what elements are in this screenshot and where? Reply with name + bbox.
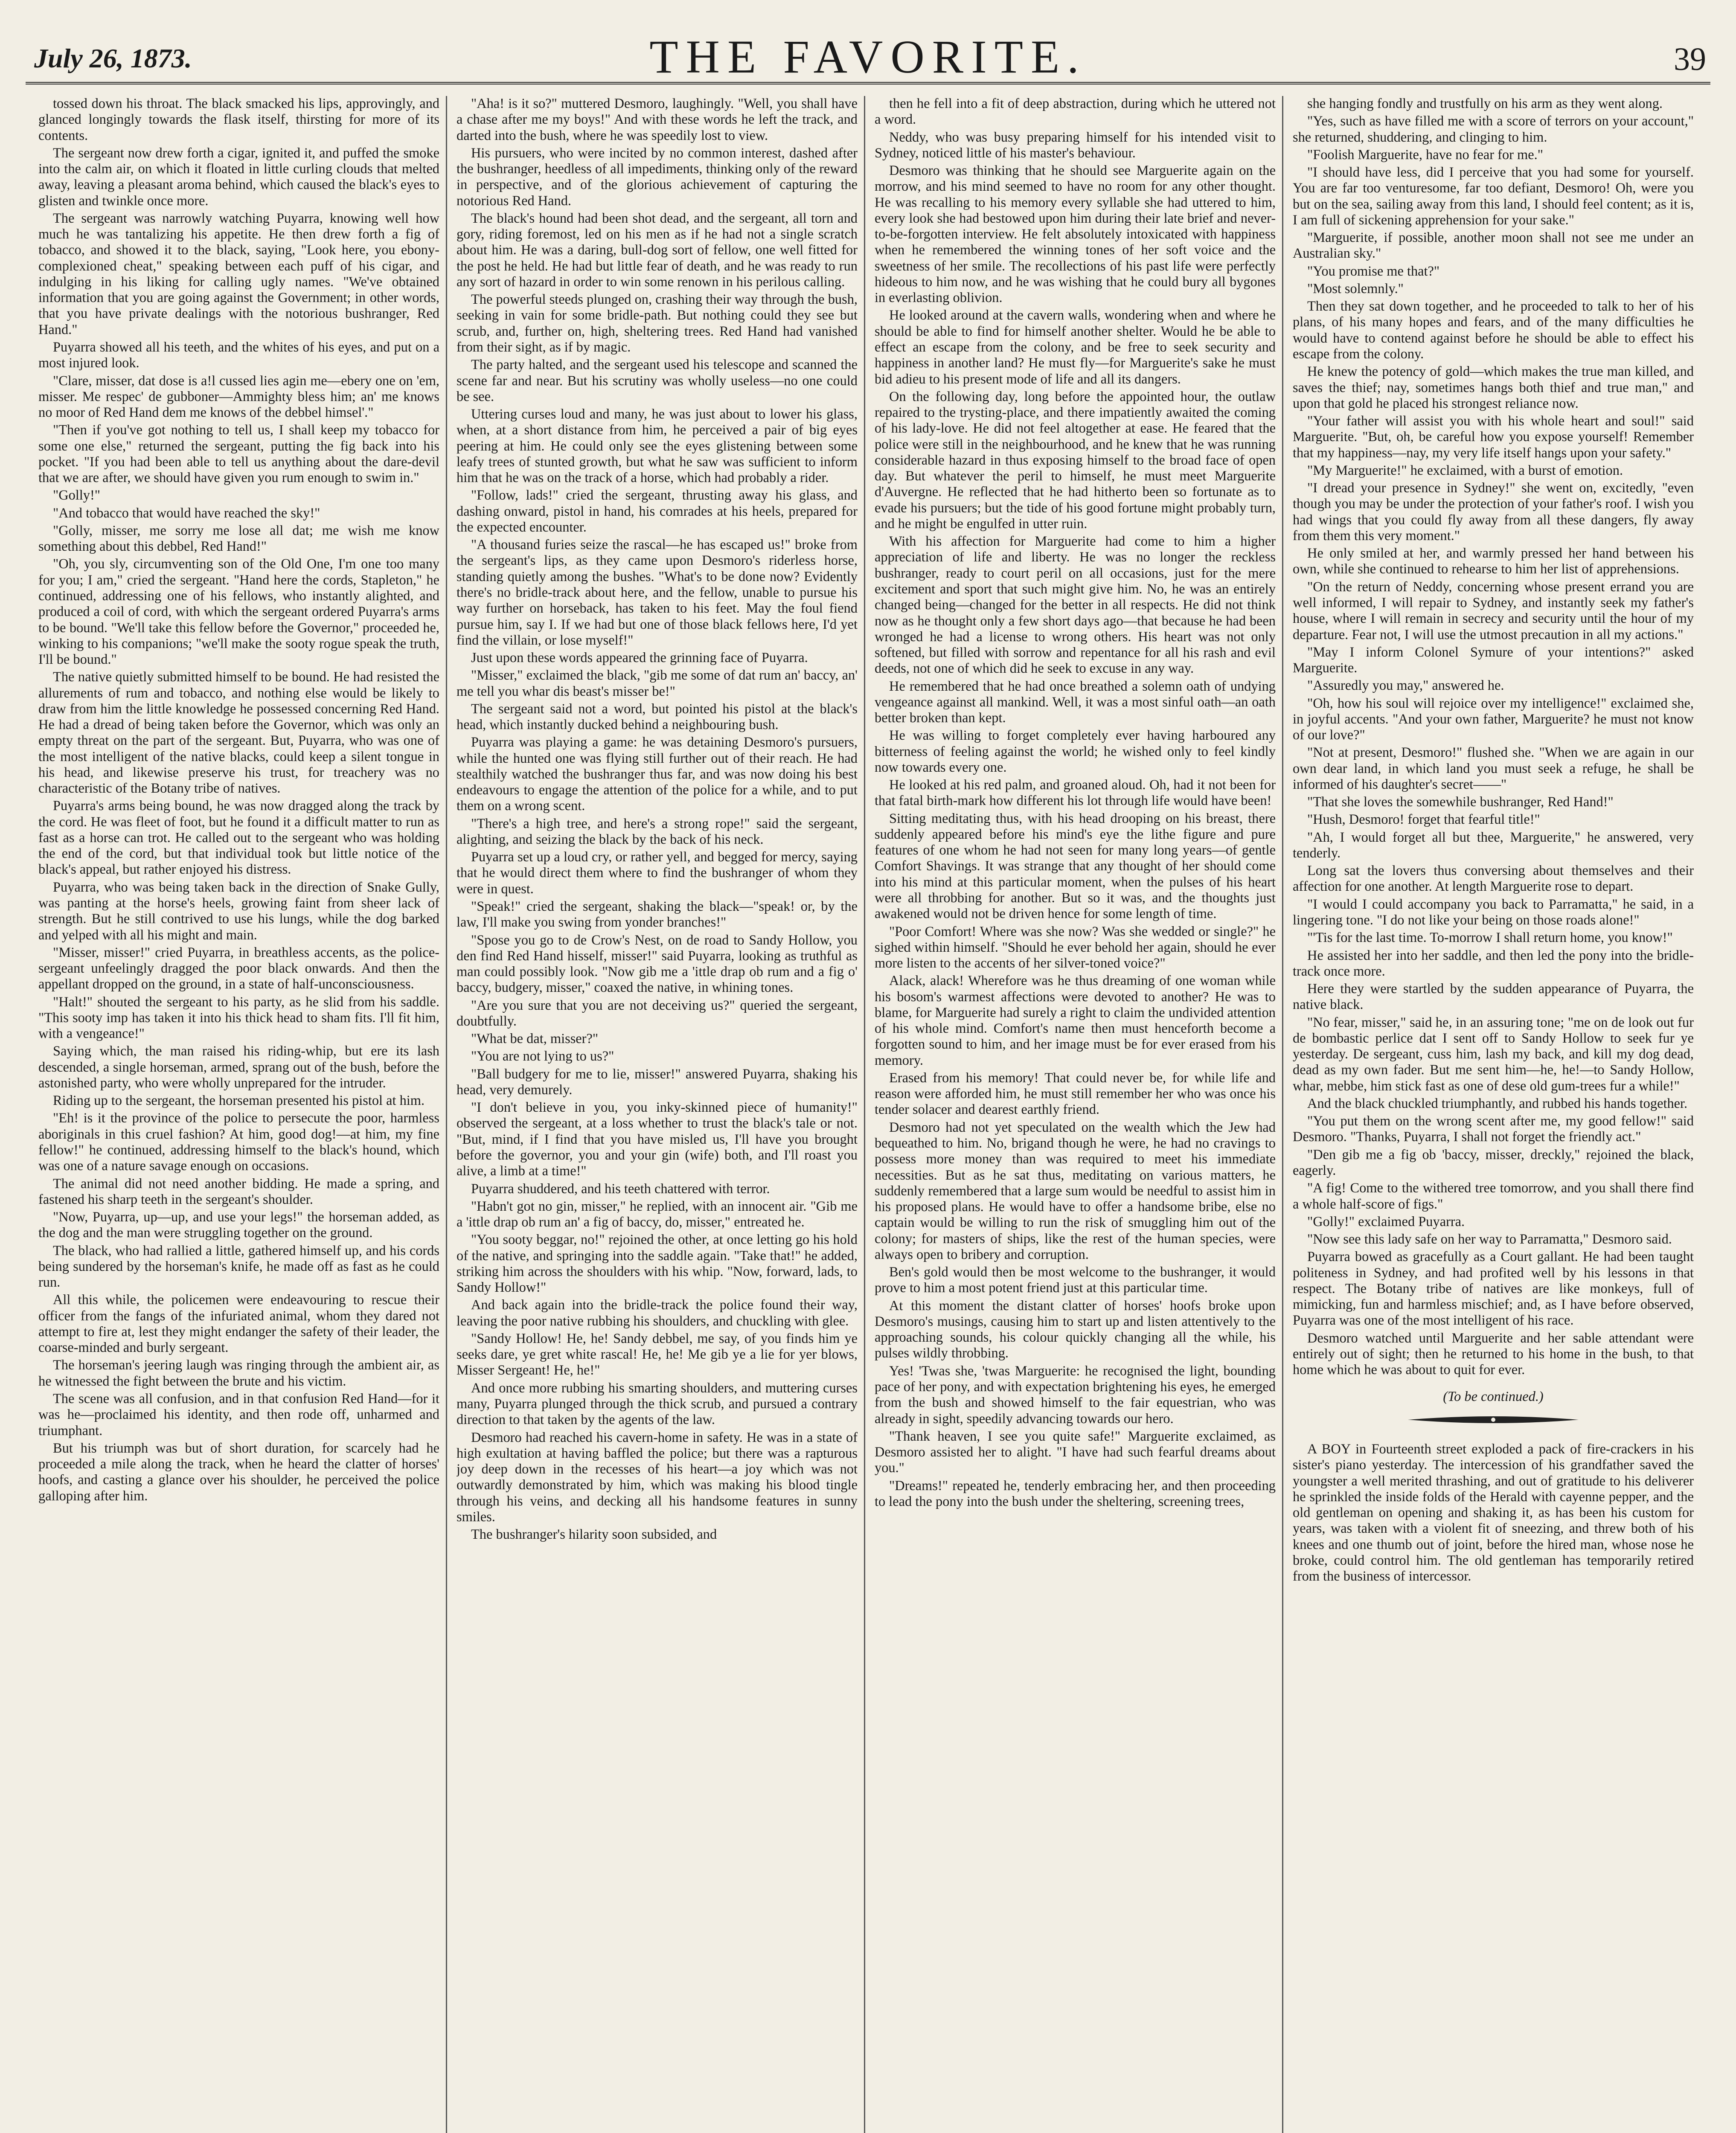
article-paragraph: then he fell into a fit of deep abstraction, during which he uttered not a word. <box>875 96 1276 128</box>
article-paragraph: The native quietly submitted himself to be bound. He had resisted the allurements of rum and tobacco, and nothing else would be likely to draw from him the little knowledge he possessed concerning Red Hand. He had a dread of being taken before the Governor, which was only an empty threat on the part of the sergeant. But, Puyarra, who was one of the most intelligent of the native blacks, could keep a silent tongue in his head, and likewise preserve his trust, for treachery was no characteristic of the Botany tribe of natives. <box>38 669 439 796</box>
article-paragraph: The sergeant now drew forth a cigar, ignited it, and puffed the smoke into the calm air, on which it floated in little curling clouds that melted away, leaving a pleasant aroma behind, which caused the black's eyes to glisten and twinkle once more. <box>38 145 439 209</box>
article-paragraph: "On the return of Neddy, concerning whose present errand you are well informed, I will repair to Sydney, and instantly seek my father's house, where I will remain in secrecy and security until the hour of my departure. Fear not, I will use the utmost precaution in all my actions." <box>1293 579 1694 642</box>
article-paragraph: Desmoro was thinking that he should see Marguerite again on the morrow, and his mind seemed to have no room for any other thought. He was recalling to his memory every syllable she had uttered to him, every look she had bestowed upon him during their late brief and never-to-be-forgotten interview. He felt absolutely intoxicated with happiness when he remembered the winning tones of her soft voice and the sweetness of her smile. The recollections of his past life were perfectly hideous to him now, and he was wishing that he could bury all bygones in everlasting oblivion. <box>875 163 1276 306</box>
article-paragraph: "Golly!" exclaimed Puyarra. <box>1307 1214 1465 1229</box>
article-paragraph: And once more rubbing his smarting shoulders, and muttering curses many, Puyarra plunged through the thick scrub, and pursued a contrary direction to that taken by the agents of the law. <box>457 1380 858 1428</box>
article-paragraph: "Eh! is it the province of the police to persecute the poor, harmless aboriginals in this cruel fashion? At him, good dog!—at him, my fine fellow!" he continued, addressing himself to the black's hound, which was one of a nature savage enough on occasions. <box>38 1110 439 1174</box>
article-paragraph: The scene was all confusion, and in that confusion Red Hand—for it was he—proclaimed his identity, and then rode off, unharmed and triumphant. <box>38 1391 439 1438</box>
article-paragraph: "Now, Puyarra, up—up, and use your legs!" the horseman added, as the dog and the man were struggling together on the ground. <box>38 1209 439 1241</box>
article-paragraph: Desmoro had reached his cavern-home in safety. He was in a state of high exultation at having baffled the police; but there was a rapturous joy deep down in the recesses of his heart—a joy which was not outwardly demonstrated by him, which was making his blood tingle through his veins, and decking all his handsome features in sunny smiles. <box>457 1430 858 1525</box>
article-paragraph: "I don't believe in you, you inky-skinned piece of humanity!" observed the sergeant, at a loss whether to trust the black's tale or not. "But, mind, if I find that you have misled us, I'll have you brought before the governor, you and your gin (wife) both, and I'll roast you alive, a limb at a time!" <box>457 1100 858 1179</box>
article-paragraph: Uttering curses loud and many, he was just about to lower his glass, when, at a short distance from him, he perceived a pair of big eyes peering at him. He could only see the eyes glistening between some leafy trees of stunted growth, but what he saw was sufficient to inform him that he was on the track of a horse, which had probably a rider. <box>457 407 858 486</box>
article-paragraph: Saying which, the man raised his riding-whip, but ere its lash descended, a single horseman, armed, sprang out of the bush, before the astonished party, who were wholly unprepared for the intruder. <box>38 1043 439 1091</box>
article-paragraph: Alack, alack! Wherefore was he thus dreaming of one woman while his bosom's warmest affections were devoted to another? He was to blame, for Marguerite had surely a right to claim the undivided attention of his whole mind. Comfort's name then must henceforth become a forgotten sound to him, and her image must be for ever erased from his memory. <box>875 973 1276 1068</box>
header-rule <box>26 82 1710 84</box>
article-paragraph: Ben's gold would then be most welcome to the bushranger, it would prove to him a most potent friend just at this particular time. <box>875 1264 1276 1296</box>
article-paragraph: tossed down his throat. The black smacked his lips, approvingly, and glanced longingly towards the flask itself, thirsting for more of its contents. <box>38 96 439 143</box>
article-paragraph: Puyarra's arms being bound, he was now dragged along the track by the cord. He was fleet of foot, but he found it a difficult matter to run as fast as a horse can trot. He called out to the sergeant who was holding the end of the cord, but that individual took but little notice of the black's appeal, but rather enjoyed his distress. <box>38 798 439 878</box>
newspaper-title: THE FAVORITE. <box>649 31 1087 83</box>
article-paragraph: "You sooty beggar, no!" rejoined the other, at once letting go his hold of the native, and springing into the saddle again. "Take that!" he added, striking him across the shoulders with his whip. "Now, forward, lads, to Sandy Hollow!" <box>457 1232 858 1296</box>
article-paragraph: With his affection for Marguerite had come to him a higher appreciation of life and liberty. He was no longer the reckless bushranger, ready to court peril on all occasions, just for the mere excitement and sport that such might give him. No, he was an entirely changed being—changed for the better in all respects. He did not think now as he thought only a few short days ago—that because he had been wronged he had a license to wrong others. His heart was not only softened, but filled with sorrow and repentance for all his rash and evil deeds, not one of which did he seek to excuse in any way. <box>875 534 1276 677</box>
article-paragraph: His pursuers, who were incited by no common interest, dashed after the bushranger, heedless of all impediments, thinking only of the reward in perspective, and of the glorious achievement of capturing the notorious Red Hand. <box>457 145 858 209</box>
article-paragraph: The animal did not need another bidding. He made a spring, and fastened his sharp teeth in the sergeant's shoulder. <box>38 1176 439 1207</box>
text-column-3 <box>875 96 1276 2133</box>
article-paragraph: "A thousand furies seize the rascal—he has escaped us!" broke from the sergeant's lips, as they came upon Desmoro's riderless horse, standing quietly among the bushes. "What's to be done now? Evidently there's no bridle-track about here, and the fellow, unable to pursue his way further on horseback, has taken to his feet. May the foul fiend pursue him, say I. If we had but one of those black fellows here, I'd yet find the villain, or lose myself!" <box>457 537 858 648</box>
to-be-continued: (To be continued.) <box>1443 1389 1544 1405</box>
article-paragraph: The sergeant was narrowly watching Puyarra, knowing well how much he was tantalizing his appetite. He then drew forth a fig of tobacco, and showed it to the black, saying, "Look here, you ebony-complexioned cheat," speaking between each puff of his cigar, and indulging in his liking for calling ugly names. "We've obtained information that you are going against the Government; in other words, that you have private dealings with the notorious bushranger, Red Hand." <box>38 210 439 337</box>
anecdote-paragraph: A BOY in Fourteenth street exploded a pack of fire-crackers in his sister's piano yesterday. The intercession of his grandfather saved the youngster a well merited thrashing, and out of gratitude to his deliverer he sprinkled the inside folds of the Herald with cayenne pepper, and the old gentleman on opening and shaking it, as has been his custom for years, was taken with a violent fit of sneezing, and threw both of his knees and one thumb out of joint, before the hired man, whose nose he broke, could control him. The old gentleman has temporarily retired from the business of intercessor. <box>1293 1441 1694 1584</box>
ornamental-rule <box>1293 1413 1694 1429</box>
article-paragraph: "You promise me that?" <box>1307 263 1440 279</box>
article-paragraph: "Then if you've got nothing to tell us, I shall keep my tobacco for some one else," returned the sergeant, putting the fig back into his pocket. "If you had been able to tell us anything about the dare-devil that we are after, we should have given you rum enough to swim in." <box>38 422 439 486</box>
text-column-1 <box>38 96 439 2133</box>
article-paragraph: "Assuredly you may," answered he. <box>1307 678 1504 694</box>
article-paragraph: And back again into the bridle-track the police found their way, leaving the poor native rubbing his shoulders, and chuckling with glee. <box>457 1297 858 1329</box>
article-paragraph: "What be dat, misser?" <box>471 1031 599 1047</box>
article-paragraph: "Sandy Hollow! He, he! Sandy debbel, me say, of you finds him ye seeks dare, ye gret white rascal! He, he! Me gib ye a lie for yer blows, Misser Sergeant! He, he!" <box>457 1331 858 1378</box>
article-paragraph: Puyarra, who was being taken back in the direction of Snake Gully, was panting at the horse's heels, growing faint from sheer lack of strength. But he still contrived to use his lungs, while the dog barked and yelped with all his might and main. <box>38 879 439 943</box>
article-paragraph: The powerful steeds plunged on, crashing their way through the bush, seeking in vain for some bridle-path. But nothing could they see but scrub, and, further on, high, sheltering trees. Red Hand had vanished from their sight, as if by magic. <box>457 292 858 355</box>
article-paragraph: Sitting meditating thus, with his head drooping on his breast, there suddenly appeared before his mind's eye the lithe figure and pure features of one whom he had not seen for many long years—of gentle Comfort Shavings. It was strange that any thought of her should come into his mind at this particular moment, when the pulses of his heart were all throbbing for another. But so it was, and the thoughts just awakened would not be driven hence for some length of time. <box>875 811 1276 922</box>
article-paragraph: He knew the potency of gold—which makes the true man killed, and saves the thief; nay, sometimes hangs both thief and true man," and upon that gold he placed his strongest reliance now. <box>1293 364 1694 411</box>
article-paragraph: "Speak!" cried the sergeant, shaking the black—"speak! or, by the law, I'll make you swing from yonder branches!" <box>457 899 858 930</box>
article-paragraph: Puyarra bowed as gracefully as a Court gallant. He had been taught politeness in Sydney, and had profited well by his lessons in that respect. The Botany tribe of natives are like monkeys, full of mimicking, fun and harmless mischief; and, as I have before observed, Puyarra was one of the most intelligent of his race. <box>1293 1249 1694 1328</box>
article-paragraph: "Misser, misser!" cried Puyarra, in breathless accents, as the police-sergeant unfeelingly dragged the poor black onwards. And then the appellant dropped on the ground, in a state of half-unconsciousness. <box>38 944 439 992</box>
article-paragraph: "Follow, lads!" cried the sergeant, thrusting away his glass, and dashing onward, pistol in hand, his comrades at his heels, prepared for the expected encounter. <box>457 488 858 535</box>
article-paragraph: "Now see this lady safe on her way to Parramatta," Desmoro said. <box>1307 1232 1672 1247</box>
article-paragraph: "Golly, misser, me sorry me lose all dat; me wish me know something about this debbel, Red Hand!" <box>38 523 439 555</box>
article-paragraph: "No fear, misser," said he, in an assuring tone; "me on de look out fur de bombastic perlice dat I sent off to Sandy Hollow to seek fur ye yesterday. De sergeant, cuss him, lash my back, and kill my dog dead, dead as my own fader. But me sent him—he, he!—to Sandy Hollow, whar, mebbe, him stick fast as one of dese old gum-trees fur a while!" <box>1293 1014 1694 1094</box>
article-paragraph: Yes! 'Twas she, 'twas Marguerite: he recognised the light, bounding pace of her pony, and with expectation brightening his eyes, he emerged from the bush and showed himself to the fair equestrian, who was already in sight, speedily advancing towards our hero. <box>875 1363 1276 1427</box>
article-paragraph: "Ah, I would forget all but thee, Marguerite," he answered, very tenderly. <box>1293 829 1694 861</box>
article-paragraph: Desmoro watched until Marguerite and her sable attendant were entirely out of sight; then he returned to his home in the bush, to that home which he was about to quit for ever. <box>1293 1330 1694 1378</box>
article-paragraph: He remembered that he had once breathed a solemn oath of undying vengeance against all mankind. Well, it was a most sinful oath—an oath better broken than kept. <box>875 678 1276 726</box>
article-paragraph: Then they sat down together, and he proceeded to talk to her of his plans, of his many hopes and fears, and of the many difficulties he would have to contend against before he should be able to effect his escape from the colony. <box>1293 299 1694 362</box>
issue-date: July 26, 1873. <box>34 43 192 73</box>
column-divider <box>446 96 447 2133</box>
column-divider <box>1282 96 1283 2133</box>
article-paragraph: On the following day, long before the appointed hour, the outlaw repaired to the trysting-place, and there impatiently awaited the coming of his lady-love. He did not feel altogether at ease. He feared that the police were still in the neighbourhood, and he knew that he was running considerable hazard in thus exposing himself to the broad face of open day. But whatever the peril to himself, he must meet Marguerite d'Auvergne. He reflected that he had hitherto been so fortunate as to evade his pursuers; but the tide of his good fortune might probably turn, and he might be engulfed in utter ruin. <box>875 389 1276 532</box>
article-paragraph: "You are not lying to us?" <box>471 1049 614 1064</box>
article-paragraph: But his triumph was but of short duration, for scarcely had he proceeded a mile along the track, when he heard the clatter of horses' hoofs, and casting a glance over his shoulder, he perceived the police galloping after him. <box>38 1440 439 1504</box>
article-paragraph: "My Marguerite!" he exclaimed, with a burst of emotion. <box>1307 462 1623 478</box>
article-paragraph: The black's hound had been shot dead, and the sergeant, all torn and gory, riding foremost, led on his men as if he had not a single scratch about him. He was a daring, bull-dog sort of fellow, one well fitted for the post he held. He had but little fear of death, and he was ready to run any sort of hazard in order to win some renown in his perilous calling. <box>457 210 858 290</box>
article-paragraph: Neddy, who was busy preparing himself for his intended visit to Sydney, noticed little of his master's behaviour. <box>875 129 1276 161</box>
article-paragraph: He assisted her into her saddle, and then led the pony into the bridle-track once more. <box>1293 947 1694 979</box>
article-paragraph: He was willing to forget completely ever having harboured any bitterness of feeling against the world; he wished only to feel kindly now towards every one. <box>875 728 1276 775</box>
article-paragraph: "Marguerite, if possible, another moon shall not see me under an Australian sky." <box>1293 230 1694 262</box>
article-paragraph: Puyarra showed all his teeth, and the whites of his eyes, and put on a most injured look. <box>38 339 439 371</box>
article-paragraph: He only smiled at her, and warmly pressed her hand between his own, while she continued to rehearse to him her list of apprehensions. <box>1293 546 1694 577</box>
article-paragraph: "Foolish Marguerite, have no fear for me." <box>1307 147 1543 163</box>
article-paragraph: "Poor Comfort! Where was she now? Was she wedded or single?" he sighed within himself. "Should he ever behold her again, should he ever more listen to the accents of her silver-toned voice?" <box>875 924 1276 971</box>
article-paragraph: "Habn't got no gin, misser," he replied, with an innocent air. "Gib me a 'ittle drap ob rum an' a fig of baccy, do, misser," entreated he. <box>457 1198 858 1230</box>
article-paragraph: The sergeant said not a word, but pointed his pistol at the black's head, which instantly ducked behind a neighbouring bush. <box>457 701 858 733</box>
article-paragraph: "Spose you go to de Crow's Nest, on de road to Sandy Hollow, you den find Red Hand hisself, misser!" said Puyarra, looking as truthful as man could possibly look. "Now gib me a 'ittle drap ob rum and a fig o' baccy, budgery, misser," coaxed the native, in whining tones. <box>457 932 858 996</box>
article-paragraph: Puyarra set up a loud cry, or rather yell, and begged for mercy, saying that he would direct them where to find the bushranger of whom they were in quest. <box>457 849 858 897</box>
article-paragraph: "Halt!" shouted the sergeant to his party, as he slid from his saddle. "This sooty imp has taken it into his thick head to sham fits. I'll fit him, with a vengeance!" <box>38 994 439 1042</box>
article-paragraph: Here they were startled by the sudden appearance of Puyarra, the native black. <box>1293 981 1694 1013</box>
article-paragraph: The horseman's jeering laugh was ringing through the ambient air, as he witnessed the fight between the brute and his victim. <box>38 1357 439 1389</box>
article-paragraph: The party halted, and the sergeant used his telescope and scanned the scene far and near. But his scrutiny was wholly useless—no one could be see. <box>457 357 858 404</box>
text-column-2 <box>457 96 858 2133</box>
article-paragraph: "A fig! Come to the withered tree tomorrow, and you shall there find a whole half-score of figs." <box>1293 1180 1694 1212</box>
article-paragraph: "Oh, how his soul will rejoice over my intelligence!" exclaimed she, in joyful accents. "And your own father, Marguerite? he must not know of our love?" <box>1293 695 1694 743</box>
masthead <box>26 26 1710 81</box>
article-paragraph: "Not at present, Desmoro!" flushed she. "When we are again in our own dear land, in which land you must seek a refuge, he shall be informed of his daughter's secret——" <box>1293 745 1694 792</box>
article-paragraph: "And tobacco that would have reached the sky!" <box>53 505 320 521</box>
article-paragraph: "Your father will assist you with his whole heart and soul!" said Marguerite. "But, oh, be careful how you expose yourself! Remember that my happiness—nay, my very life itself hangs upon your safety." <box>1293 413 1694 461</box>
article-paragraph: Erased from his memory! That could never be, for while life and reason were afforded him, he must still remember her who was once his tender solacer and dearest earthly friend. <box>875 1070 1276 1118</box>
article-paragraph: "Ball budgery for me to lie, misser!" answered Puyarra, shaking his head, very demurely. <box>457 1066 858 1098</box>
article-paragraph: "Misser," exclaimed the black, "gib me some of dat rum an' baccy, an' me tell you whar dis beast's misser be!" <box>457 668 858 699</box>
article-paragraph: He looked at his red palm, and groaned aloud. Oh, had it not been for that fatal birth-mark how different his lot through life would have been! <box>875 777 1276 809</box>
page-number: 39 <box>1674 41 1706 77</box>
article-paragraph: "Yes, such as have filled me with a score of terrors on your account," she returned, shuddering, and clinging to him. <box>1293 113 1694 145</box>
article-paragraph: "Oh, you sly, circumventing son of the Old One, I'm one too many for you; I am," cried the sergeant. "Hand here the cords, Stapleton," he continued, addressing one of his fellows, who instantly alighted, and produced a coil of cord, with which the sergeant ordered Puyarra's arms to be bound. "We'll take this fellow before the Governor," proceeded he, winking to his companions; "we'll make the sooty rogue speak the truth, I'll be bound." <box>38 556 439 668</box>
article-paragraph: "You put them on the wrong scent after me, my good fellow!" said Desmoro. "Thanks, Puyarra, I shall not forget the friendly act." <box>1293 1113 1694 1145</box>
article-paragraph: All this while, the policemen were endeavouring to rescue their officer from the fangs of the infuriated animal, whom they dared not attempt to fire at, lest they might endanger the safety of their leader, the coarse-minded and burly sergeant. <box>38 1292 439 1356</box>
article-paragraph: Puyarra shuddered, and his teeth chattered with terror. <box>471 1181 770 1197</box>
article-paragraph: Just upon these words appeared the grinning face of Puyarra. <box>471 650 808 666</box>
article-paragraph: "Thank heaven, I see you quite safe!" Marguerite exclaimed, as Desmoro assisted her to alight. "I have had such fearful dreams about you." <box>875 1428 1276 1476</box>
text-column-4 <box>1293 96 1694 2133</box>
article-paragraph: Puyarra was playing a game: he was detaining Desmoro's pursuers, while the hunted one was flying still further out of their reach. He had stealthily watched the bushranger thus far, and was now doing his best endeavours to engage the attention of the police for a while, and to put them on a wrong scent. <box>457 735 858 814</box>
article-paragraph: "I would I could accompany you back to Parramatta," he said, in a lingering tone. "I do not like your being on those roads alone!" <box>1293 896 1694 928</box>
article-paragraph: "Golly!" <box>53 488 101 503</box>
column-divider <box>864 96 865 2133</box>
article-paragraph: The black, who had rallied a little, gathered himself up, and his cords being sundered by the horseman's knife, he made off as fast as he could run. <box>38 1243 439 1290</box>
article-paragraph: At this moment the distant clatter of horses' hoofs broke upon Desmoro's musings, causing him to start up and listen attentively to the approaching sounds, his colour quickly changing all the while, his pulses wildly throbbing. <box>875 1298 1276 1361</box>
article-paragraph: "Dreams!" repeated he, tenderly embracing her, and then proceeding to lead the pony into the bush under the sheltering, screening trees, <box>875 1478 1276 1509</box>
article-paragraph: The bushranger's hilarity soon subsided, and <box>471 1527 717 1543</box>
article-paragraph: "Are you sure that you are not deceiving us?" queried the sergeant, doubtfully. <box>457 997 858 1029</box>
article-paragraph: Desmoro had not yet speculated on the wealth which the Jew had bequeathed to him. No, brigand though he were, he had no cravings to possess more money than was required to meet his immediate necessities. But as he sat thus, meditating on various matters, he suddenly remembered that a large sum would be needful to assist him in his proposed plans. He would have to offer a handsome bribe, else no captain would be willing to run the risk of smuggling him out of the colony; for masters of ships, like the rest of the human species, were always open to bribery and corruption. <box>875 1119 1276 1262</box>
article-paragraph: "Aha! is it so?" muttered Desmoro, laughingly. "Well, you shall have a chase after me my boys!" And with these words he left the track, and darted into the bush, where he was speedily lost to view. <box>457 96 858 143</box>
article-paragraph: "There's a high tree, and here's a strong rope!" said the sergeant, alighting, and seizing the black by the back of his neck. <box>457 816 858 847</box>
article-paragraph: And the black chuckled triumphantly, and rubbed his hands together. <box>1307 1096 1688 1111</box>
article-paragraph: she hanging fondly and trustfully on his arm as they went along. <box>1307 96 1663 111</box>
article-paragraph: "Hush, Desmoro! forget that fearful title!" <box>1307 812 1540 828</box>
article-paragraph: "'Tis for the last time. To-morrow I shall return home, you know!" <box>1307 930 1673 946</box>
article-paragraph: "May I inform Colonel Symure of your intentions?" asked Marguerite. <box>1293 644 1694 676</box>
article-paragraph: He looked around at the cavern walls, wondering when and where he should be able to find for himself another shelter. Would he be able to effect an escape from the colony, and be free to seek security and happiness in another land? He must fly—for Marguerite's sake he must bid adieu to his present mode of life and all its dangers. <box>875 308 1276 387</box>
article-paragraph: "I dread your presence in Sydney!" she went on, excitedly, "even though you may be under the protection of your father's roof. I wish you had wings that you could fly away from all these dangers, fly away from them this very moment." <box>1293 480 1694 543</box>
article-paragraph: Riding up to the sergeant, the horseman presented his pistol at him. <box>53 1093 425 1109</box>
article-paragraph: Long sat the lovers thus conversing about themselves and their affection for one another. At length Marguerite rose to depart. <box>1293 863 1694 895</box>
article-paragraph: "Clare, misser, dat dose is a!l cussed lies agin me—ebery one on 'em, misser. Me respec' de gubboner—Ammighty bless him; an' me knows no moor of Red Hand dem me knows of the debbel himsel'." <box>38 373 439 421</box>
article-paragraph: "Den gib me a fig ob 'baccy, misser, dreckly," rejoined the black, eagerly. <box>1293 1147 1694 1178</box>
article-paragraph: "Most solemnly." <box>1307 281 1404 296</box>
article-paragraph: "I should have less, did I perceive that you had some for yourself. You are far too venturesome, far too defiant, Desmoro! Oh, were you but on the sea, sailing away from this land, I should feel content; as it is, I am full of sickening apprehension for your sake." <box>1293 165 1694 228</box>
article-paragraph: "That she loves the somewhile bushranger, Red Hand!" <box>1307 794 1614 810</box>
